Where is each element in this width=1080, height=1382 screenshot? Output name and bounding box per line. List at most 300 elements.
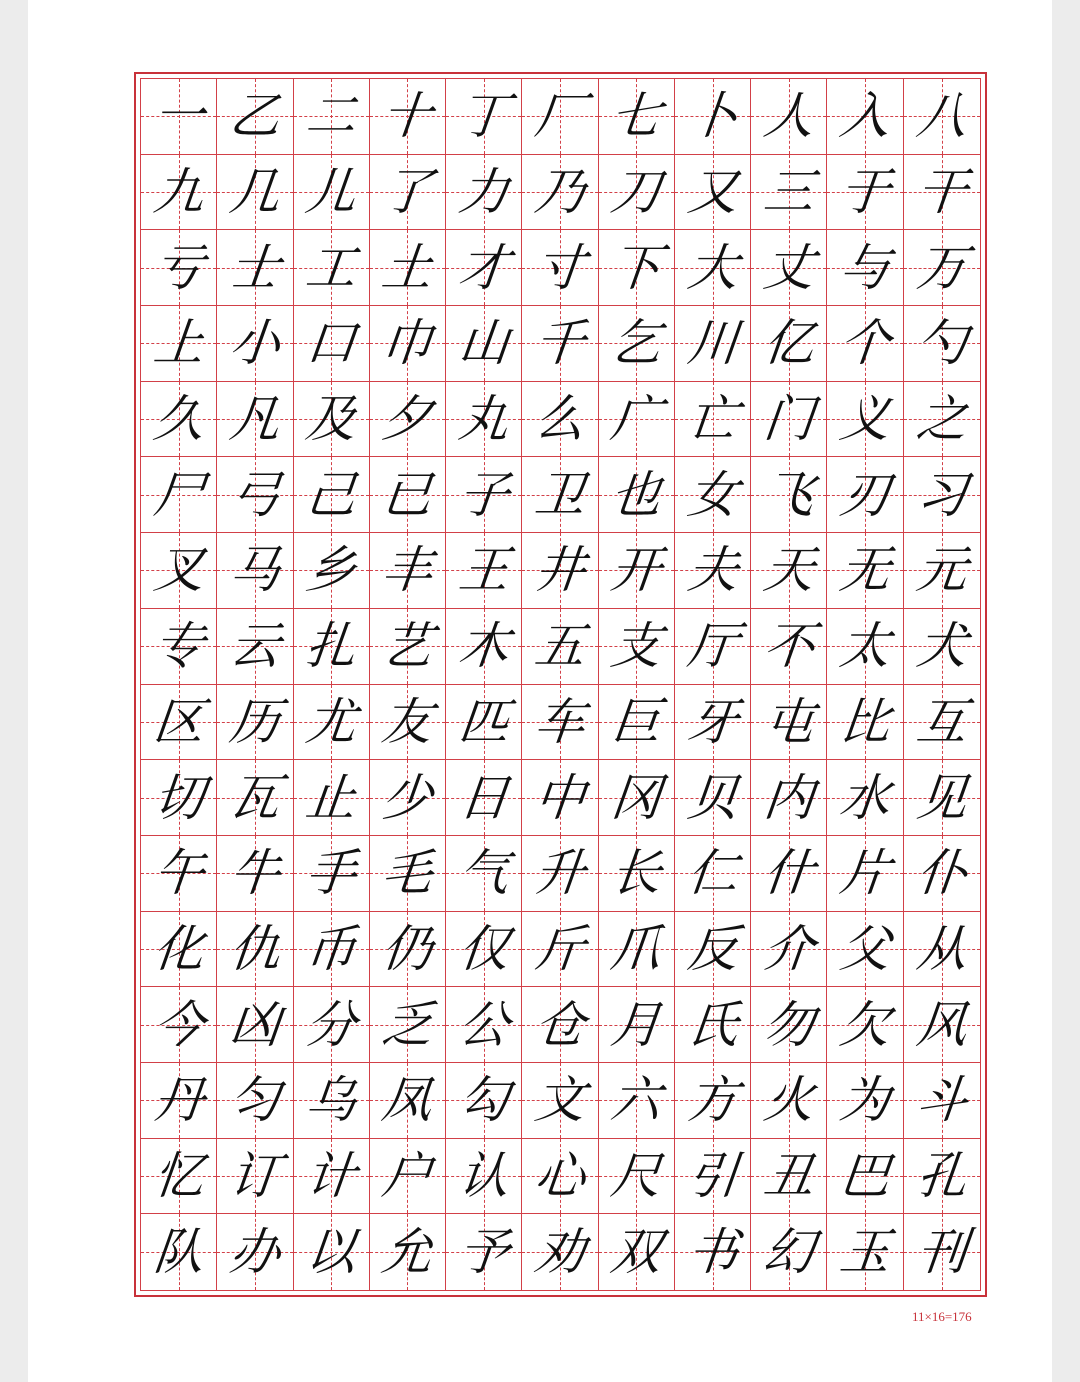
character-glyph: 计 [303, 1146, 360, 1205]
character-glyph: 千 [531, 314, 589, 373]
grid-cell [522, 155, 598, 231]
grid-cells [140, 78, 981, 1291]
grid-cell [904, 79, 980, 155]
character-glyph: 于 [837, 163, 894, 222]
character-glyph: 厅 [684, 617, 741, 676]
grid-cell [751, 1063, 827, 1139]
grid-cell [370, 609, 446, 685]
character-glyph: 友 [379, 692, 436, 751]
grid-cell [217, 912, 293, 988]
grid-cell [675, 836, 751, 912]
character-glyph: 勿 [760, 995, 817, 1054]
grid-cell [446, 1214, 522, 1290]
character-glyph: 以 [303, 1223, 360, 1282]
grid-cell [217, 685, 293, 761]
character-glyph: 广 [608, 390, 665, 449]
grid-cell [827, 230, 903, 306]
grid-cell [370, 1139, 446, 1215]
grid-cell [294, 155, 370, 231]
grid-cell [827, 912, 903, 988]
grid-cell [827, 306, 903, 382]
grid-cell [827, 457, 903, 533]
grid-cell [904, 382, 980, 458]
character-glyph: 及 [303, 390, 360, 449]
character-glyph: 乞 [608, 314, 665, 373]
grid-cell [217, 457, 293, 533]
character-glyph: 心 [531, 1146, 589, 1205]
grid-cell [141, 760, 217, 836]
character-glyph: 之 [913, 390, 970, 449]
character-glyph: 牙 [684, 692, 741, 751]
character-glyph: 氏 [684, 995, 741, 1054]
character-glyph: 劝 [531, 1223, 589, 1282]
grid-cell [751, 760, 827, 836]
grid-cell [141, 987, 217, 1063]
character-glyph: 不 [760, 617, 817, 676]
grid-cell [751, 685, 827, 761]
grid-cell [675, 1214, 751, 1290]
grid-cell [522, 230, 598, 306]
grid-cell [294, 609, 370, 685]
character-glyph: 丁 [455, 87, 512, 146]
grid-cell [370, 987, 446, 1063]
character-glyph: 门 [760, 390, 817, 449]
character-glyph: 夫 [684, 541, 741, 600]
grid-cell [446, 382, 522, 458]
grid-cell [294, 457, 370, 533]
grid-cell [217, 1214, 293, 1290]
grid-cell [904, 155, 980, 231]
grid-cell [141, 230, 217, 306]
grid-cell [294, 533, 370, 609]
grid-cell [751, 382, 827, 458]
grid-cell [446, 306, 522, 382]
grid-cell [294, 987, 370, 1063]
character-glyph: 币 [303, 919, 360, 978]
character-glyph: 支 [608, 617, 665, 676]
grid-cell [522, 1063, 598, 1139]
grid-cell [599, 1214, 675, 1290]
grid-cell [827, 836, 903, 912]
character-glyph: 允 [379, 1223, 436, 1282]
character-glyph: 文 [531, 1071, 589, 1130]
character-glyph: 片 [837, 844, 894, 903]
grid-cell [294, 1139, 370, 1215]
character-glyph: 内 [760, 768, 817, 827]
character-glyph: 才 [455, 238, 512, 297]
character-glyph: 乙 [226, 87, 283, 146]
grid-cell [675, 306, 751, 382]
grid-cell [141, 685, 217, 761]
character-glyph: 水 [837, 768, 894, 827]
character-glyph: 寸 [531, 238, 589, 297]
grid-cell [294, 1214, 370, 1290]
grid-cell [827, 685, 903, 761]
grid-cell [904, 609, 980, 685]
character-glyph: 开 [608, 541, 665, 600]
grid-cell [904, 306, 980, 382]
grid-cell [904, 760, 980, 836]
character-glyph: 已 [379, 465, 436, 524]
grid-cell [446, 836, 522, 912]
character-glyph: 个 [837, 314, 894, 373]
grid-cell [141, 609, 217, 685]
character-glyph: 下 [608, 238, 665, 297]
character-glyph: 八 [913, 87, 970, 146]
character-glyph: 丈 [760, 238, 817, 297]
grid-cell [751, 836, 827, 912]
character-glyph: 仍 [379, 919, 436, 978]
grid-cell [446, 609, 522, 685]
character-glyph: 马 [226, 541, 283, 600]
grid-cell [751, 1139, 827, 1215]
character-glyph: 少 [379, 768, 436, 827]
grid-cell [675, 155, 751, 231]
character-glyph: 从 [913, 919, 970, 978]
character-glyph: 分 [303, 995, 360, 1054]
grid-cell [599, 306, 675, 382]
grid-cell [141, 1139, 217, 1215]
character-glyph: 又 [684, 163, 741, 222]
grid-cell [827, 1063, 903, 1139]
character-glyph: 瓦 [226, 768, 283, 827]
character-glyph: 三 [760, 163, 817, 222]
grid-cell [675, 609, 751, 685]
character-glyph: 队 [150, 1223, 207, 1282]
grid-cell [522, 1214, 598, 1290]
character-glyph: 互 [913, 692, 970, 751]
character-glyph: 无 [837, 541, 894, 600]
grid-cell [827, 1214, 903, 1290]
character-glyph: 巾 [379, 314, 436, 373]
grid-cell [294, 685, 370, 761]
character-glyph: 反 [684, 919, 741, 978]
grid-cell [217, 306, 293, 382]
character-grid [134, 72, 987, 1297]
grid-cell [446, 685, 522, 761]
grid-cell [751, 79, 827, 155]
grid-cell [599, 457, 675, 533]
grid-cell [294, 306, 370, 382]
grid-cell [522, 760, 598, 836]
character-glyph: 气 [455, 844, 512, 903]
character-glyph: 卜 [684, 87, 741, 146]
character-glyph: 山 [455, 314, 512, 373]
grid-cell [294, 382, 370, 458]
grid-cell [370, 836, 446, 912]
character-glyph: 人 [760, 87, 817, 146]
character-glyph: 手 [303, 844, 360, 903]
grid-cell [675, 79, 751, 155]
character-glyph: 见 [913, 768, 970, 827]
grid-cell [446, 987, 522, 1063]
character-glyph: 乏 [379, 995, 436, 1054]
character-glyph: 爪 [608, 919, 665, 978]
character-glyph: 二 [303, 87, 360, 146]
grid-cell [141, 912, 217, 988]
grid-cell [522, 79, 598, 155]
grid-cell [751, 457, 827, 533]
character-glyph: 双 [608, 1223, 665, 1282]
grid-cell [370, 382, 446, 458]
grid-cell [904, 836, 980, 912]
character-glyph: 干 [913, 163, 970, 222]
character-glyph: 贝 [684, 768, 741, 827]
grid-cell [370, 1214, 446, 1290]
grid-cell [827, 609, 903, 685]
character-glyph: 仓 [531, 995, 589, 1054]
character-glyph: 亏 [150, 238, 207, 297]
grid-cell [904, 1214, 980, 1290]
grid-cell [599, 382, 675, 458]
character-glyph: 风 [913, 995, 970, 1054]
grid-cell [904, 533, 980, 609]
character-glyph: 久 [150, 390, 207, 449]
character-glyph: 亿 [760, 314, 817, 373]
character-glyph: 巨 [608, 692, 665, 751]
character-glyph: 十 [379, 87, 436, 146]
character-glyph: 女 [684, 465, 741, 524]
character-glyph: 巴 [837, 1146, 894, 1205]
character-glyph: 予 [455, 1223, 512, 1282]
grid-cell [217, 760, 293, 836]
character-glyph: 今 [150, 995, 207, 1054]
character-glyph: 丹 [150, 1071, 207, 1130]
character-glyph: 切 [150, 768, 207, 827]
grid-cell [370, 685, 446, 761]
character-glyph: 尤 [303, 692, 360, 751]
grid-cell [294, 836, 370, 912]
grid-cell [141, 533, 217, 609]
grid-cell [599, 1063, 675, 1139]
grid-cell [522, 457, 598, 533]
character-glyph: 屯 [760, 692, 817, 751]
grid-cell [446, 1139, 522, 1215]
character-glyph: 扎 [303, 617, 360, 676]
grid-cell [446, 457, 522, 533]
character-glyph: 长 [608, 844, 665, 903]
character-glyph: 云 [226, 617, 283, 676]
character-glyph: 义 [837, 390, 894, 449]
character-glyph: 勺 [913, 314, 970, 373]
character-count-note: 11×16=176 [912, 1309, 972, 1324]
character-glyph: 井 [531, 541, 589, 600]
character-glyph: 公 [455, 995, 512, 1054]
grid-cell [827, 79, 903, 155]
character-glyph: 仅 [455, 919, 512, 978]
grid-cell [599, 1139, 675, 1215]
character-glyph: 历 [226, 692, 283, 751]
character-glyph: 尺 [608, 1146, 665, 1205]
character-glyph: 入 [837, 87, 894, 146]
character-glyph: 孔 [913, 1146, 970, 1205]
grid-cell [827, 987, 903, 1063]
grid-cell [599, 760, 675, 836]
grid-cell [217, 155, 293, 231]
grid-cell [294, 230, 370, 306]
character-glyph: 书 [684, 1223, 741, 1282]
grid-cell [675, 1063, 751, 1139]
character-glyph: 区 [150, 692, 207, 751]
character-glyph: 上 [150, 314, 207, 373]
grid-cell [751, 912, 827, 988]
character-glyph: 儿 [303, 163, 360, 222]
grid-cell [904, 230, 980, 306]
character-glyph: 力 [455, 163, 512, 222]
grid-cell [904, 912, 980, 988]
grid-cell [675, 912, 751, 988]
grid-cell [294, 912, 370, 988]
grid-cell [370, 533, 446, 609]
grid-cell [446, 155, 522, 231]
grid-cell [827, 533, 903, 609]
character-glyph: 太 [837, 617, 894, 676]
character-glyph: 几 [226, 163, 283, 222]
grid-cell [904, 987, 980, 1063]
grid-cell [446, 760, 522, 836]
grid-cell [904, 1063, 980, 1139]
grid-cell [751, 609, 827, 685]
grid-cell [217, 836, 293, 912]
character-glyph: 也 [608, 465, 665, 524]
grid-cell [370, 457, 446, 533]
character-glyph: 月 [608, 995, 665, 1054]
character-glyph: 介 [760, 919, 817, 978]
grid-cell [370, 912, 446, 988]
grid-cell [370, 230, 446, 306]
character-glyph: 午 [150, 844, 207, 903]
character-glyph: 仇 [226, 919, 283, 978]
grid-cell [370, 79, 446, 155]
character-glyph: 仆 [913, 844, 970, 903]
character-glyph: 凤 [379, 1071, 436, 1130]
grid-cell [522, 987, 598, 1063]
character-glyph: 为 [837, 1071, 894, 1130]
grid-cell [522, 685, 598, 761]
character-glyph: 元 [913, 541, 970, 600]
character-glyph: 丸 [455, 390, 512, 449]
grid-cell [217, 382, 293, 458]
character-glyph: 犬 [913, 617, 970, 676]
character-glyph: 九 [150, 163, 207, 222]
character-glyph: 口 [303, 314, 360, 373]
grid-cell [599, 79, 675, 155]
grid-cell [599, 533, 675, 609]
character-glyph: 中 [531, 768, 589, 827]
grid-cell [370, 1063, 446, 1139]
character-glyph: 丑 [760, 1146, 817, 1205]
grid-cell [217, 609, 293, 685]
grid-cell [522, 382, 598, 458]
grid-cell [370, 155, 446, 231]
grid-cell [827, 1139, 903, 1215]
character-glyph: 卫 [531, 465, 589, 524]
grid-cell [522, 533, 598, 609]
character-glyph: 天 [760, 541, 817, 600]
grid-cell [141, 79, 217, 155]
character-glyph: 乡 [303, 541, 360, 600]
grid-cell [446, 79, 522, 155]
grid-cell [141, 1063, 217, 1139]
character-glyph: 认 [455, 1146, 512, 1205]
character-glyph: 比 [837, 692, 894, 751]
character-glyph: 办 [226, 1223, 283, 1282]
grid-cell [904, 685, 980, 761]
character-glyph: 引 [684, 1146, 741, 1205]
character-glyph: 匀 [226, 1071, 283, 1130]
character-glyph: 化 [150, 919, 207, 978]
grid-cell [751, 306, 827, 382]
grid-cell [446, 1063, 522, 1139]
character-glyph: 凡 [226, 390, 283, 449]
grid-cell [675, 457, 751, 533]
character-glyph: 六 [608, 1071, 665, 1130]
character-glyph: 止 [303, 768, 360, 827]
character-glyph: 冈 [608, 768, 665, 827]
practice-sheet-page [28, 0, 1052, 1382]
character-glyph: 牛 [226, 844, 283, 903]
character-glyph: 父 [837, 919, 894, 978]
grid-cell [217, 1139, 293, 1215]
character-glyph: 订 [226, 1146, 283, 1205]
character-glyph: 户 [379, 1146, 436, 1205]
grid-cell [522, 912, 598, 988]
grid-cell [370, 760, 446, 836]
character-glyph: 玉 [837, 1223, 894, 1282]
grid-cell [370, 306, 446, 382]
character-glyph: 川 [684, 314, 741, 373]
character-glyph: 小 [226, 314, 283, 373]
grid-cell [522, 1139, 598, 1215]
character-glyph: 五 [531, 617, 589, 676]
grid-cell [217, 230, 293, 306]
grid-cell [599, 912, 675, 988]
character-glyph: 叉 [150, 541, 207, 600]
character-glyph: 乃 [531, 163, 589, 222]
character-glyph: 凶 [226, 995, 283, 1054]
grid-cell [751, 987, 827, 1063]
character-glyph: 日 [455, 768, 512, 827]
grid-cell [904, 1139, 980, 1215]
grid-cell [294, 79, 370, 155]
grid-cell [294, 760, 370, 836]
character-glyph: 幻 [760, 1223, 817, 1282]
character-glyph: 么 [531, 390, 589, 449]
character-glyph: 方 [684, 1071, 741, 1130]
character-glyph: 一 [150, 87, 207, 146]
character-glyph: 大 [684, 238, 741, 297]
grid-cell [599, 609, 675, 685]
grid-cell [827, 760, 903, 836]
character-glyph: 刃 [837, 465, 894, 524]
character-glyph: 刀 [608, 163, 665, 222]
grid-cell [294, 1063, 370, 1139]
grid-cell [675, 685, 751, 761]
grid-cell [675, 987, 751, 1063]
grid-cell [751, 1214, 827, 1290]
grid-cell [675, 382, 751, 458]
grid-cell [446, 533, 522, 609]
grid-cell [599, 836, 675, 912]
grid-cell [675, 760, 751, 836]
character-glyph: 刊 [913, 1223, 970, 1282]
grid-cell [904, 457, 980, 533]
character-glyph: 艺 [379, 617, 436, 676]
character-glyph: 己 [303, 465, 360, 524]
character-glyph: 乌 [303, 1071, 360, 1130]
grid-cell [751, 155, 827, 231]
character-glyph: 忆 [150, 1146, 207, 1205]
